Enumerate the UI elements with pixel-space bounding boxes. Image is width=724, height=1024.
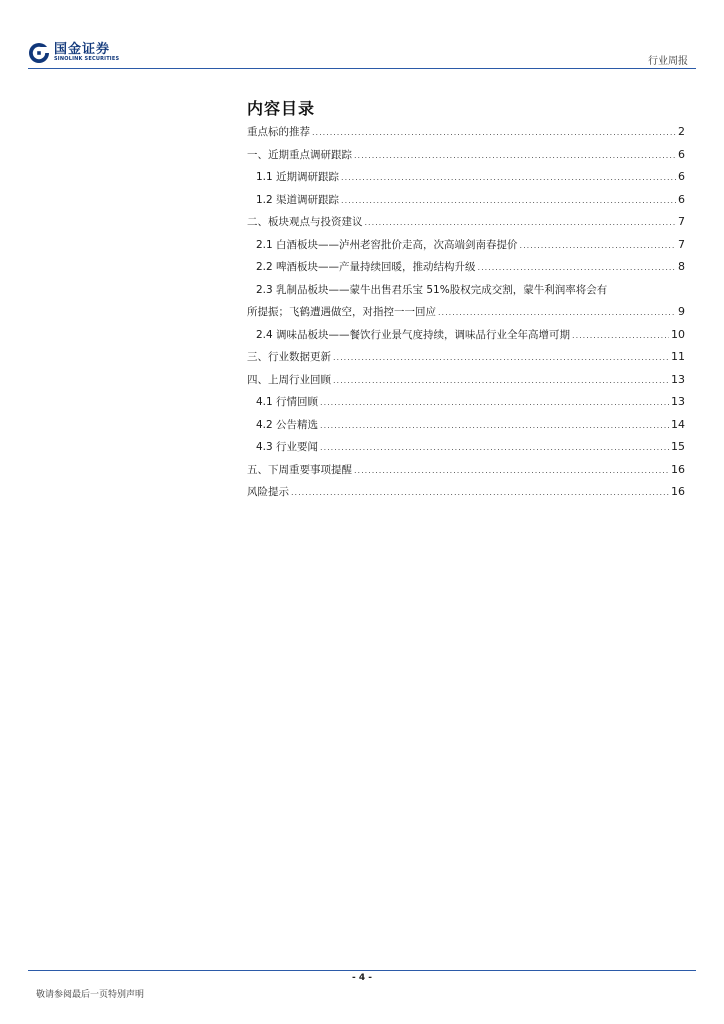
sinolink-logo-icon [28,42,50,64]
toc-leader-dots [333,376,669,385]
toc-leader-dots [291,488,669,497]
table-of-contents [247,124,685,507]
toc-entry-page: 14 [671,417,685,431]
toc-entry-label: 2.2 啤酒板块——产量持续回暖，推动结构升级 [256,261,476,273]
toc-title: 内容目录 [247,99,316,118]
toc-entry-page: 13 [671,372,685,386]
page-header [28,40,696,66]
toc-leader-dots [341,196,676,205]
toc-leader-dots [320,398,669,407]
toc-leader-dots [354,466,669,475]
toc-entry-label: 2.3 乳制品板块——蒙牛出售君乐宝 51%股权完成交割，蒙牛利润率将会有 [256,283,608,296]
toc-entry[interactable] [247,462,685,485]
toc-entry-label: 四、上周行业回顾 [247,373,331,386]
toc-leader-dots [333,353,669,362]
toc-leader-dots [572,331,669,340]
disclaimer-note: 敬请参阅最后一页特别声明 [36,990,145,1000]
toc-leader-dots [478,263,676,272]
toc-entry[interactable] [247,259,685,282]
header-divider [28,68,696,69]
toc-entry-page: 10 [671,327,685,341]
toc-leader-dots [320,443,669,452]
toc-entry-page: 6 [678,170,685,183]
toc-entry-label: 所提振；飞鹤遭遇做空，对指控一一回应 [247,306,436,318]
toc-leader-dots [312,128,676,137]
toc-entry-label: 2.1 白酒板块——泸州老窖批价走高，次高端剑南春提价 [256,238,518,251]
toc-leader-dots [320,421,669,430]
toc-entry[interactable] [247,169,685,192]
toc-entry[interactable] [247,124,685,147]
toc-entry-page: 13 [671,395,685,408]
report-type: 行业周报 [648,56,688,67]
toc-entry[interactable] [247,372,685,395]
toc-entry[interactable] [247,349,685,372]
toc-entry[interactable] [247,237,685,260]
toc-leader-dots [354,151,676,160]
toc-entry-label: 4.3 行业要闻 [256,441,319,453]
toc-entry-label: 风险提示 [247,486,289,498]
toc-entry[interactable] [247,147,685,170]
toc-leader-dots [365,218,677,227]
toc-entry-page: 6 [678,147,685,161]
toc-entry[interactable] [247,192,685,215]
toc-leader-dots [520,241,676,250]
toc-entry-page: 6 [678,192,685,206]
toc-entry-label: 1.2 渠道调研跟踪 [256,193,340,206]
toc-entry-page: 7 [678,215,685,228]
toc-entry-page: 7 [678,237,685,251]
toc-entry-continued[interactable] [247,304,685,327]
toc-entry[interactable] [247,214,685,237]
toc-entry-label: 二、板块观点与投资建议 [247,216,363,228]
toc-entry-page: 8 [678,260,685,273]
toc-entry-label: 4.2 公告精选 [256,418,319,431]
toc-entry[interactable] [247,394,685,417]
toc-entry[interactable] [247,327,685,350]
page-number: - 4 - [352,973,372,983]
toc-entry-page: 16 [671,485,685,498]
brand-logo [28,42,119,64]
toc-leader-dots [341,173,676,182]
toc-entry-label: 1.1 近期调研跟踪 [256,171,340,183]
toc-entry[interactable] [247,484,685,507]
toc-entry[interactable] [247,282,685,305]
toc-entry-page: 9 [678,305,685,318]
toc-entry-label: 一、近期重点调研跟踪 [247,148,352,161]
toc-entry[interactable] [247,439,685,462]
toc-entry-label: 2.4 调味品板块——餐饮行业景气度持续，调味品行业全年高增可期 [256,328,571,341]
brand-name-en: SINOLINK SECURITIES [54,56,120,62]
toc-entry-page: 16 [671,462,685,476]
footer-divider [28,970,696,971]
toc-leader-dots [438,308,676,317]
toc-entry[interactable] [247,417,685,440]
toc-entry-page: 11 [671,350,685,363]
toc-entry-page: 15 [671,440,685,453]
toc-entry-label: 4.1 行情回顾 [256,396,319,408]
toc-entry-label: 三、行业数据更新 [247,351,331,363]
toc-entry-page: 2 [678,125,685,138]
toc-entry-label: 五、下周重要事项提醒 [247,463,352,476]
brand-name-cn: 国金证券 [54,42,111,57]
toc-entry-label: 重点标的推荐 [247,126,310,138]
